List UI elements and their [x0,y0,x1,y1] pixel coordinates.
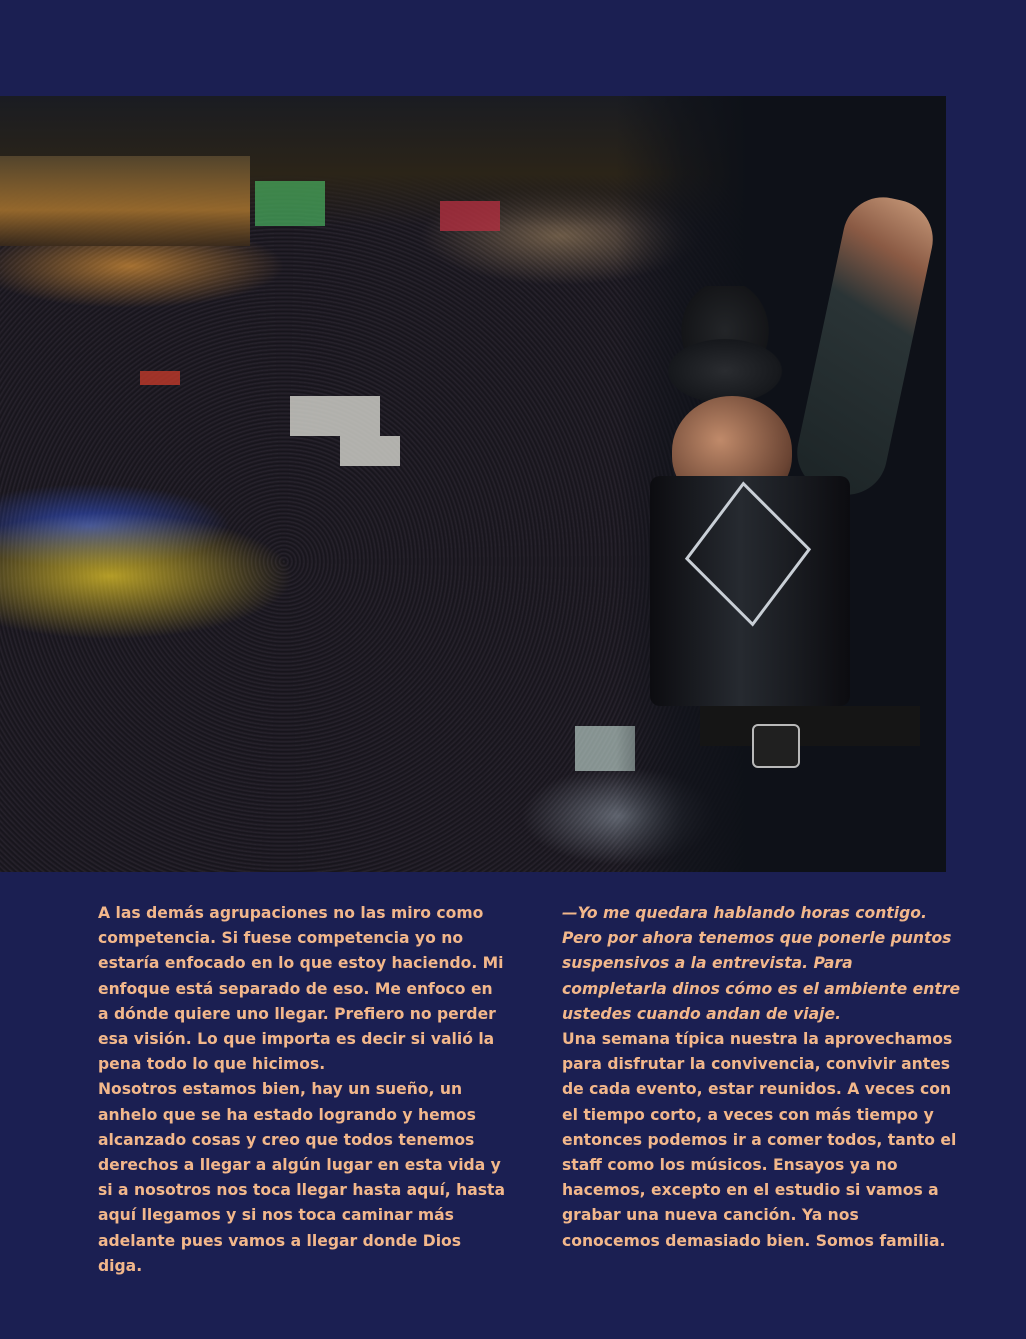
tent [290,396,380,436]
belt-buckle [752,724,800,768]
belt [700,706,920,746]
right-text-column [562,901,962,1254]
left-text-column [98,901,508,1279]
tent [340,436,400,466]
interview-answer: Una semana típica nuestra la aprovechamos para disfrutar la convivencia, convivir antes de cada evento, estar reunidos. A veces con el tiempo corto, a veces con más tiempo y entonces podemos ir a comer todos, tanto el staff como los músicos. Ensayos ya no hacemos, excepto en el estudio si vamos a grabar una nueva canción. Ya nos conocemos demasiado bien. Somos familia. [562,1030,957,1250]
concert-photo [0,96,946,872]
paragraph: Nosotros estamos bien, hay un sueño, un anhelo que se ha estado logrando y hemos alcanzado cosas y creo que todos tenemos derechos a llegar a algún lugar en esta vida y si a nosotros nos toca llegar hasta aquí, hasta aquí llegamos y si nos toca caminar más adelante pues vamos a llegar donde Dios diga. [98,1080,506,1275]
paragraph: A las demás agrupaciones no las miro como competencia. Si fuese competencia yo no estaría enfocado en lo que estoy haciendo. Mi enfoque está separado de eso. Me enfoco en a dónde quiere uno llegar. Prefiero no perder esa visión. Lo que importa es decir si valió la pena todo lo que hicimos. [98,904,504,1074]
grandstand [0,156,250,246]
tent [440,201,500,231]
tent [255,181,325,226]
tent [140,371,180,385]
interview-question: —Yo me quedara hablando horas contigo. Pero por ahora tenemos que ponerle puntos suspensivos a la entrevista. Para completarla dinos cómo es el ambiente entre ustedes cuando andan de viaje. [562,904,961,1023]
